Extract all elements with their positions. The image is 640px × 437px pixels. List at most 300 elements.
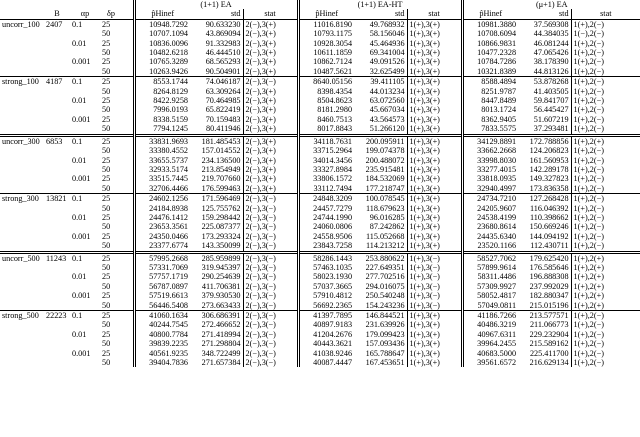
alpha-value: 0.1 (70, 252, 100, 263)
cell-std-ea-ht: 294.016075 (365, 281, 405, 291)
capacity-b (44, 165, 70, 174)
spacer (122, 241, 134, 252)
cell-std-ea-ht: 250.540248 (365, 291, 405, 301)
cell-p-ea: 24476.1412 (134, 213, 190, 222)
alpha-value: 0.001 (72, 174, 91, 184)
cell-stat-mu-ea: 1(+),2(−) (571, 241, 640, 252)
cell-std-ea: 225.087377 (201, 222, 241, 232)
cell-p-mu-ea: 58052.4817 (462, 291, 518, 300)
table-row (0, 349, 640, 358)
capacity-b (44, 204, 70, 213)
alpha-value: 0.1 (72, 19, 83, 29)
cell-p-ea: 40244.7545 (134, 320, 190, 329)
cell-stat-ea: 2(−),3(+) (243, 57, 298, 66)
cell-p-ea-ht: 24848.3209 (298, 194, 354, 204)
capacity-b (44, 349, 70, 358)
capacity-b: 6853 (44, 135, 70, 146)
cell-p-ea-ht: 33715.2964 (298, 146, 354, 155)
cell-std-mu-ea: 47.065426 (533, 48, 569, 58)
cell-stat-ea: 2(−),3(+) (243, 146, 298, 155)
instance-name (0, 330, 44, 339)
capacity-b (44, 184, 70, 194)
cell-p-mu-ea: 57309.9927 (462, 282, 518, 291)
table-row (0, 339, 640, 348)
spacer (122, 115, 134, 124)
capacity-b (44, 222, 70, 231)
cell-p-ea-ht: 10487.5621 (298, 67, 354, 77)
cell-p-ea-ht: 41204.2676 (298, 330, 354, 339)
cell-p-ea: 39404.7836 (134, 358, 190, 367)
spacer (122, 272, 134, 281)
cell-p-mu-ea: 32940.4997 (462, 184, 518, 194)
table-row (0, 29, 640, 38)
cell-std-ea: 234.136500 (201, 155, 241, 165)
cell-std-mu-ea: 56.445427 (533, 105, 569, 115)
cell-std-ea-ht: 231.639926 (365, 320, 405, 330)
cell-stat-ea: 2(−),3(+) (243, 48, 298, 57)
col-header-b: B (44, 9, 70, 19)
instance-name (0, 48, 44, 57)
cell-std-ea: 411.706381 (201, 281, 241, 291)
cell-p-mu-ea: 8588.4894 (462, 77, 518, 87)
cell-std-ea: 46.444510 (205, 48, 241, 58)
cell-p-mu-ea: 10784.7286 (462, 57, 518, 66)
cell-stat-ea: 2(−),3(+) (243, 96, 298, 105)
table-row (0, 115, 640, 124)
instance-name (0, 67, 44, 77)
capacity-b: 4187 (44, 77, 70, 87)
delta-value: 25 (102, 38, 111, 48)
cell-stat-ea-ht: 1(+),3(+) (407, 105, 462, 114)
cell-p-ea: 24602.1256 (134, 194, 190, 204)
capacity-b (44, 213, 70, 222)
delta-value: 25 (102, 329, 111, 339)
cell-p-mu-ea: 33818.0935 (462, 174, 518, 183)
cell-std-mu-ea: 216.629134 (529, 358, 569, 368)
cell-p-ea: 57995.2668 (134, 252, 190, 263)
cell-std-ea-ht: 96.016285 (369, 212, 405, 222)
cell-p-mu-ea: 8362.9405 (462, 115, 518, 124)
cell-std-ea: 379.930530 (201, 291, 241, 301)
cell-p-mu-ea: 10321.8389 (462, 67, 518, 77)
cell-stat-ea: 2(−),3(−) (243, 204, 298, 213)
cell-p-ea: 56787.0897 (134, 282, 190, 291)
cell-p-ea-ht: 57910.4812 (298, 291, 354, 300)
capacity-b (44, 339, 70, 348)
cell-stat-mu-ea: 1(+),2(−) (571, 339, 640, 348)
cell-p-mu-ea: 39561.6572 (462, 358, 518, 367)
cell-stat-ea-ht: 1(+),3(+) (407, 174, 462, 183)
cell-stat-ea-ht: 1(+),3(+) (407, 339, 462, 348)
cell-stat-mu-ea: 1(+),2(−) (571, 39, 640, 48)
cell-std-mu-ea: 173.836358 (529, 183, 569, 193)
cell-p-ea: 33831.9693 (134, 135, 190, 146)
cell-std-ea: 80.411946 (206, 124, 241, 134)
spacer (122, 124, 134, 135)
cell-stat-ea-ht: 1(+),3(+) (407, 146, 462, 155)
cell-p-ea: 33515.7445 (134, 174, 190, 183)
instance-name (0, 57, 44, 66)
table-row (0, 301, 640, 311)
capacity-b (44, 330, 70, 339)
spacer (122, 358, 134, 367)
table-row (0, 174, 640, 183)
cell-std-ea-ht: 49.768932 (369, 19, 405, 29)
cell-p-ea: 10765.3289 (134, 57, 190, 66)
cell-stat-ea-ht: 1(+),3(+) (407, 194, 462, 204)
cell-std-ea-ht: 100.078545 (354, 194, 407, 204)
delta-value: 25 (102, 96, 111, 106)
cell-p-mu-ea: 34129.8891 (462, 135, 518, 146)
instance-name: strong_300 (0, 194, 44, 204)
table-row (0, 87, 640, 96)
instance-name (0, 156, 44, 165)
cell-stat-ea: 2(−),3(+) (243, 29, 298, 38)
cell-p-ea: 57331.7069 (134, 263, 190, 272)
spacer (122, 19, 134, 29)
capacity-b (44, 282, 70, 291)
cell-p-mu-ea: 33277.4015 (462, 165, 518, 174)
cell-p-mu-ea: 10477.2328 (462, 48, 518, 57)
cell-p-ea: 8553.1744 (134, 77, 190, 87)
capacity-b (44, 67, 70, 77)
cell-stat-mu-ea: 1(−),2(−) (571, 29, 640, 38)
table-row (0, 252, 640, 263)
cell-std-ea: 290.254639 (201, 272, 241, 282)
cell-std-ea: 157.014552 (201, 146, 241, 156)
capacity-b (44, 96, 70, 105)
cell-stat-ea: 2(−),3(−) (243, 241, 298, 252)
instance-name (0, 358, 44, 367)
cell-std-ea: 271.298804 (201, 339, 241, 349)
delta-value: 25 (100, 194, 122, 204)
capacity-b (44, 124, 70, 135)
table-row (0, 19, 640, 29)
cell-stat-ea-ht: 1(+),3(−) (407, 291, 462, 300)
cell-p-ea-ht: 24558.9506 (298, 232, 354, 241)
cell-std-ea-ht: 157.093436 (365, 339, 405, 349)
spacer (122, 252, 134, 263)
cell-p-ea-ht: 33112.7494 (298, 184, 354, 194)
cell-stat-ea: 2(−),3(+) (243, 105, 298, 114)
cell-stat-ea: 2(−),3(+) (243, 135, 298, 146)
cell-stat-mu-ea: 1(+),2(−) (571, 57, 640, 66)
instance-name (0, 87, 44, 96)
cell-stat-mu-ea: 1(+),2(+) (571, 282, 640, 291)
delta-value: 25 (102, 348, 111, 358)
instance-name (0, 241, 44, 252)
cell-std-ea: 219.707660 (201, 174, 241, 184)
spacer (122, 146, 134, 155)
cell-std-ea: 173.293324 (201, 231, 241, 241)
table-row (0, 184, 640, 194)
col-header-stat: stat (571, 9, 640, 19)
cell-p-ea-ht: 23843.7258 (298, 241, 354, 252)
capacity-b (44, 301, 70, 311)
cell-p-mu-ea: 7833.5575 (462, 124, 518, 135)
cell-stat-ea: 2(−),3(−) (243, 330, 298, 339)
group-header-row (0, 0, 640, 9)
cell-stat-ea-ht: 1(+),3(−) (407, 263, 462, 272)
cell-stat-ea: 2(−),3(−) (243, 272, 298, 281)
cell-p-ea: 57519.6613 (134, 291, 190, 300)
spacer (122, 165, 134, 174)
col-header-stat: stat (407, 9, 462, 19)
cell-std-ea-ht: 165.788647 (365, 348, 405, 358)
delta-value: 25 (100, 252, 122, 263)
cell-std-ea: 70.159483 (205, 114, 241, 124)
spacer (122, 184, 134, 194)
alpha-value (70, 48, 100, 57)
cell-std-ea: 176.599463 (201, 183, 241, 193)
cell-stat-ea: 2(−),3(−) (243, 301, 298, 311)
cell-stat-ea-ht: 1(+),3(+) (407, 165, 462, 174)
col-header-stat: stat (243, 9, 298, 19)
cell-stat-ea-ht: 1(+),3(+) (407, 77, 462, 87)
spacer (122, 213, 134, 222)
cell-stat-ea: 2(−),3(+) (243, 156, 298, 165)
cell-std-mu-ea: 225.411700 (529, 348, 569, 358)
instance-name (0, 29, 44, 38)
col-header-p: p̂Hinef (298, 9, 354, 19)
cell-stat-ea: 2(−),3(−) (243, 263, 298, 272)
alpha-value: 0.01 (72, 329, 87, 339)
cell-std-mu-ea: 149.327823 (529, 174, 569, 184)
cell-stat-mu-ea: 1(+),2(−) (571, 213, 640, 222)
spacer (122, 96, 134, 105)
cell-stat-ea-ht: 1(+),3(+) (407, 96, 462, 105)
cell-stat-mu-ea: 1(+),2(−) (571, 124, 640, 135)
cell-std-ea: 319.945397 (201, 262, 241, 272)
spacer (122, 67, 134, 77)
cell-std-mu-ea: 182.880347 (529, 291, 569, 301)
instance-name: strong_500 (0, 311, 44, 321)
spacer (122, 77, 134, 87)
alpha-value (70, 29, 100, 38)
cell-stat-ea-ht: 1(+),3(+) (407, 124, 462, 135)
alpha-value (70, 358, 100, 367)
cell-p-mu-ea: 24538.4199 (462, 213, 518, 222)
cell-stat-ea-ht: 1(+),3(−) (407, 282, 462, 291)
cell-stat-mu-ea: 1(+),2(−) (571, 174, 640, 183)
cell-p-mu-ea: 58527.7062 (462, 252, 518, 263)
spacer (122, 222, 134, 231)
delta-value: 50 (102, 105, 111, 115)
table-row (0, 135, 640, 146)
cell-stat-ea: 2(−),3(−) (243, 339, 298, 348)
delta-value: 50 (102, 320, 111, 330)
instance-name (0, 282, 44, 291)
cell-p-mu-ea: 40967.6311 (462, 330, 518, 339)
delta-value: 25 (102, 212, 111, 222)
cell-std-mu-ea: 150.669246 (529, 222, 569, 232)
cell-p-mu-ea: 33662.2668 (462, 146, 518, 155)
cell-p-ea: 8422.9258 (134, 96, 190, 105)
cell-p-ea: 7794.1245 (134, 124, 190, 135)
col-header-p: p̂Hinef (462, 9, 518, 19)
cell-stat-mu-ea: 1(+),2(−) (571, 48, 640, 57)
cell-stat-mu-ea: 1(+),2(−) (571, 232, 640, 241)
cell-p-ea-ht: 10862.7124 (298, 57, 354, 66)
cell-p-mu-ea: 24734.7210 (462, 194, 518, 204)
cell-std-mu-ea: 142.289178 (529, 164, 569, 174)
delta-value: 25 (102, 57, 111, 67)
cell-p-ea: 24184.8938 (134, 204, 190, 213)
cell-stat-mu-ea: 1(+),2(+) (571, 291, 640, 300)
table-row (0, 156, 640, 165)
cell-std-ea-ht: 87.242862 (369, 222, 405, 232)
instance-name: uncorr_300 (0, 135, 44, 146)
cell-stat-ea-ht: 1(+),3(+) (407, 232, 462, 241)
capacity-b (44, 39, 70, 48)
cell-p-ea-ht: 8460.7513 (298, 115, 354, 124)
cell-std-ea-ht: 199.074378 (365, 146, 405, 156)
capacity-b (44, 320, 70, 329)
cell-stat-ea: 2(−),3(−) (243, 291, 298, 300)
capacity-b (44, 156, 70, 165)
cell-std-ea-ht: 58.156046 (369, 29, 405, 39)
spacer (122, 232, 134, 241)
alpha-value: 0.001 (72, 57, 91, 67)
table-row (0, 330, 640, 339)
cell-std-ea-ht: 167.453651 (365, 358, 405, 368)
capacity-b: 13821 (44, 194, 70, 204)
cell-std-ea-ht: 200.488072 (365, 155, 405, 165)
alpha-value: 0.1 (70, 77, 100, 87)
delta-value: 50 (102, 203, 111, 213)
spacer (122, 87, 134, 96)
alpha-value (70, 105, 100, 114)
cell-std-ea-ht: 45.667034 (369, 105, 405, 115)
table-row (0, 213, 640, 222)
table-row (0, 57, 640, 66)
cell-p-ea-ht: 57463.1035 (298, 263, 354, 272)
delta-value: 25 (100, 135, 122, 146)
cell-stat-ea: 2(−),3(−) (243, 252, 298, 263)
table-row (0, 204, 640, 213)
cell-std-mu-ea: 110.398662 (529, 212, 569, 222)
cell-std-mu-ea: 229.232904 (529, 329, 569, 339)
table-row (0, 39, 640, 48)
cell-std-mu-ea: 44.384035 (533, 29, 569, 39)
cell-stat-ea-ht: 1(+),3(+) (407, 115, 462, 124)
cell-std-mu-ea: 196.888308 (529, 272, 569, 282)
delta-value: 25 (102, 114, 111, 124)
capacity-b: 22223 (44, 311, 70, 321)
cell-p-ea: 32706.4466 (134, 184, 190, 194)
spacer (122, 174, 134, 183)
table-row (0, 165, 640, 174)
cell-stat-ea-ht: 1(+),3(+) (407, 349, 462, 358)
spacer (122, 330, 134, 339)
cell-p-mu-ea: 40683.5000 (462, 349, 518, 358)
cell-std-mu-ea: 41.403505 (533, 86, 569, 96)
cell-std-ea: 63.309264 (205, 86, 241, 96)
cell-p-mu-ea: 8013.1724 (462, 105, 518, 114)
cell-stat-ea: 2(−),3(−) (243, 213, 298, 222)
table-row (0, 263, 640, 272)
cell-stat-mu-ea: 1(+),2(−) (571, 96, 640, 105)
cell-p-ea-ht: 24744.1990 (298, 213, 354, 222)
cell-stat-ea: 2(−),3(−) (243, 311, 298, 321)
table-row (0, 272, 640, 281)
cell-p-mu-ea: 10981.3880 (462, 19, 518, 29)
cell-std-ea-ht: 69.341004 (369, 48, 405, 58)
table-row (0, 96, 640, 105)
cell-stat-ea: 2(−),3(−) (243, 194, 298, 204)
cell-stat-ea-ht: 1(+),3(+) (407, 184, 462, 194)
cell-std-ea: 171.596469 (190, 194, 243, 204)
delta-value: 25 (102, 291, 111, 301)
cell-stat-mu-ea: 1(+),2(−) (571, 156, 640, 165)
cell-stat-ea-ht: 1(+),3(−) (407, 252, 462, 263)
table-row (0, 291, 640, 300)
cell-p-ea-ht: 8398.4354 (298, 87, 354, 96)
cell-std-ea: 43.869094 (205, 29, 241, 39)
instance-name (0, 339, 44, 348)
delta-value: 50 (102, 339, 111, 349)
cell-stat-mu-ea: 1(+),2(−) (571, 330, 640, 339)
alpha-value (70, 124, 100, 135)
cell-stat-ea: 2(−),3(−) (243, 222, 298, 231)
col-header-delta: δp (100, 9, 122, 19)
delta-value: 50 (102, 164, 111, 174)
cell-stat-mu-ea: 1(+),2(−) (571, 77, 640, 87)
cell-std-ea-ht: 32.625499 (369, 66, 405, 76)
instance-name (0, 204, 44, 213)
cell-std-mu-ea: 213.577571 (518, 311, 571, 321)
cell-std-ea-ht: 177.218747 (365, 183, 405, 193)
cell-p-ea-ht: 41397.7895 (298, 311, 354, 321)
alpha-value (70, 301, 100, 311)
alpha-value: 0.001 (72, 114, 91, 124)
cell-p-ea-ht: 41038.9246 (298, 349, 354, 358)
cell-std-mu-ea: 51.607219 (533, 114, 569, 124)
cell-std-ea: 159.298442 (201, 212, 241, 222)
delta-value: 25 (102, 231, 111, 241)
alpha-value: 0.1 (70, 194, 100, 204)
cell-p-mu-ea: 57899.9614 (462, 263, 518, 272)
spacer (122, 301, 134, 311)
cell-std-ea-ht: 118.679623 (365, 203, 405, 213)
instance-name: strong_100 (0, 77, 44, 87)
alpha-value (70, 67, 100, 77)
cell-p-ea-ht: 34118.7631 (298, 135, 354, 146)
table-row (0, 67, 640, 77)
cell-stat-mu-ea: 1(+),2(−) (571, 146, 640, 155)
cell-std-ea: 348.722499 (201, 348, 241, 358)
cell-p-mu-ea: 10866.9831 (462, 39, 518, 48)
delta-value: 25 (102, 272, 111, 282)
cell-p-ea-ht: 8640.05156 (298, 77, 354, 87)
cell-stat-ea: 2(−),3(+) (243, 124, 298, 135)
cell-p-ea: 8264.8129 (134, 87, 190, 96)
cell-p-ea-ht: 56692.2365 (298, 301, 354, 311)
cell-p-mu-ea: 24205.9607 (462, 204, 518, 213)
cell-stat-ea-ht: 1(+),3(+) (407, 67, 462, 77)
cell-std-ea: 90.633230 (205, 19, 241, 29)
cell-stat-mu-ea: 1(+),2(−) (571, 184, 640, 194)
cell-std-ea-ht: 184.532069 (365, 174, 405, 184)
cell-std-mu-ea: 124.206823 (529, 146, 569, 156)
group-header-ea: (1+1) EA (134, 0, 298, 9)
cell-p-mu-ea: 10708.6094 (462, 29, 518, 38)
col-header-std: std (518, 9, 571, 19)
delta-value: 50 (102, 66, 111, 76)
spacer (122, 105, 134, 114)
col-header-std: std (190, 9, 243, 19)
alpha-value (70, 241, 100, 252)
